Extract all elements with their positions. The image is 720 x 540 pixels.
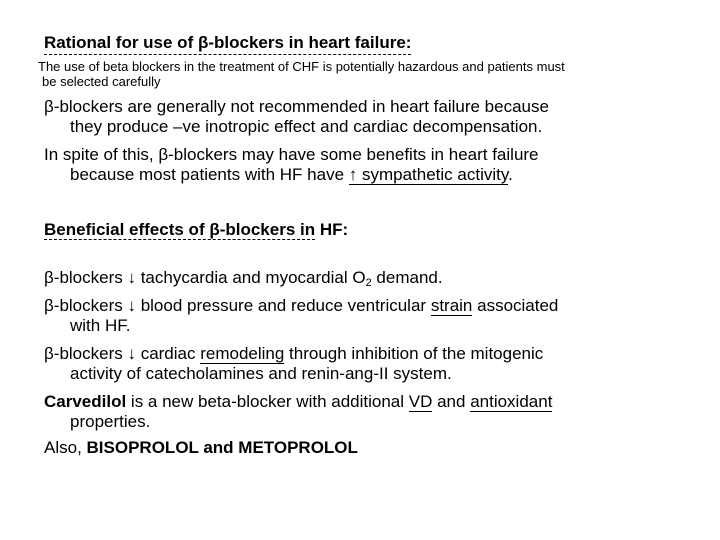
bullet-line-1 xyxy=(44,344,543,364)
paragraph-benefits xyxy=(44,145,539,185)
underlined-text: antioxidant xyxy=(470,392,553,411)
underlined-text: remodeling xyxy=(200,344,285,363)
bullet-line-2: properties. xyxy=(70,412,151,431)
bullet-line-2: with HF. xyxy=(70,316,131,335)
paragraph-line-1: β-blockers are generally not recommended in heart failure because xyxy=(44,97,549,116)
bullet-blood-pressure xyxy=(44,296,558,336)
intro-line-2: be selected carefully xyxy=(42,74,161,89)
heading-dashed-text: Beneficial effects of β-blockers in xyxy=(44,220,316,239)
bullet-line-1 xyxy=(44,392,552,412)
paragraph-line-2 xyxy=(44,165,539,185)
text: through inhibition of the mitogenic xyxy=(284,344,544,363)
drug-name: Carvedilol xyxy=(44,392,127,411)
text: β-blockers ↓ tachycardia and myocardial O xyxy=(44,268,366,287)
slide-title: Rational for use of β-blockers in heart failure: xyxy=(44,33,411,55)
paragraph-line-2: they produce –ve inotropic effect and cardiac decompensation. xyxy=(70,117,543,136)
text: is a new beta-blocker with additional xyxy=(126,392,409,411)
intro-line-1: The use of beta blockers in the treatment of CHF is potentially hazardous and patients must xyxy=(38,59,565,74)
bullet-line-1 xyxy=(44,438,358,458)
bullet-tachycardia xyxy=(44,268,443,288)
bullet-carvedilol xyxy=(44,392,552,432)
text: associated xyxy=(472,296,559,315)
text: demand. xyxy=(371,268,443,287)
paragraph-not-recommended xyxy=(44,97,549,137)
text: β-blockers ↓ cardiac xyxy=(44,344,201,363)
bullet-line-2: activity of catecholamines and renin-ang-II system. xyxy=(70,364,452,383)
text: β-blockers ↓ blood pressure and reduce ventricular xyxy=(44,296,431,315)
underlined-text: ↑ sympathetic activity xyxy=(348,165,509,184)
bullet-other-drugs xyxy=(44,438,358,458)
underlined-text: strain xyxy=(430,296,473,315)
underlined-text: VD xyxy=(408,392,433,411)
text: and xyxy=(432,392,471,411)
text: . xyxy=(508,165,513,184)
bullet-line-1 xyxy=(44,296,558,316)
heading-text: HF: xyxy=(315,220,349,239)
bullet-remodeling xyxy=(44,344,543,384)
paragraph-line-1: In spite of this, β-blockers may have some benefits in heart failure xyxy=(44,145,539,164)
text: because most patients with HF have xyxy=(70,165,349,184)
text: Also, xyxy=(44,438,87,457)
section-heading xyxy=(44,220,348,240)
drug-names: BISOPROLOL and METOPROLOL xyxy=(86,438,358,457)
intro-note xyxy=(38,59,698,89)
subscript: 2 xyxy=(365,277,372,289)
bullet-line-1 xyxy=(44,268,443,288)
